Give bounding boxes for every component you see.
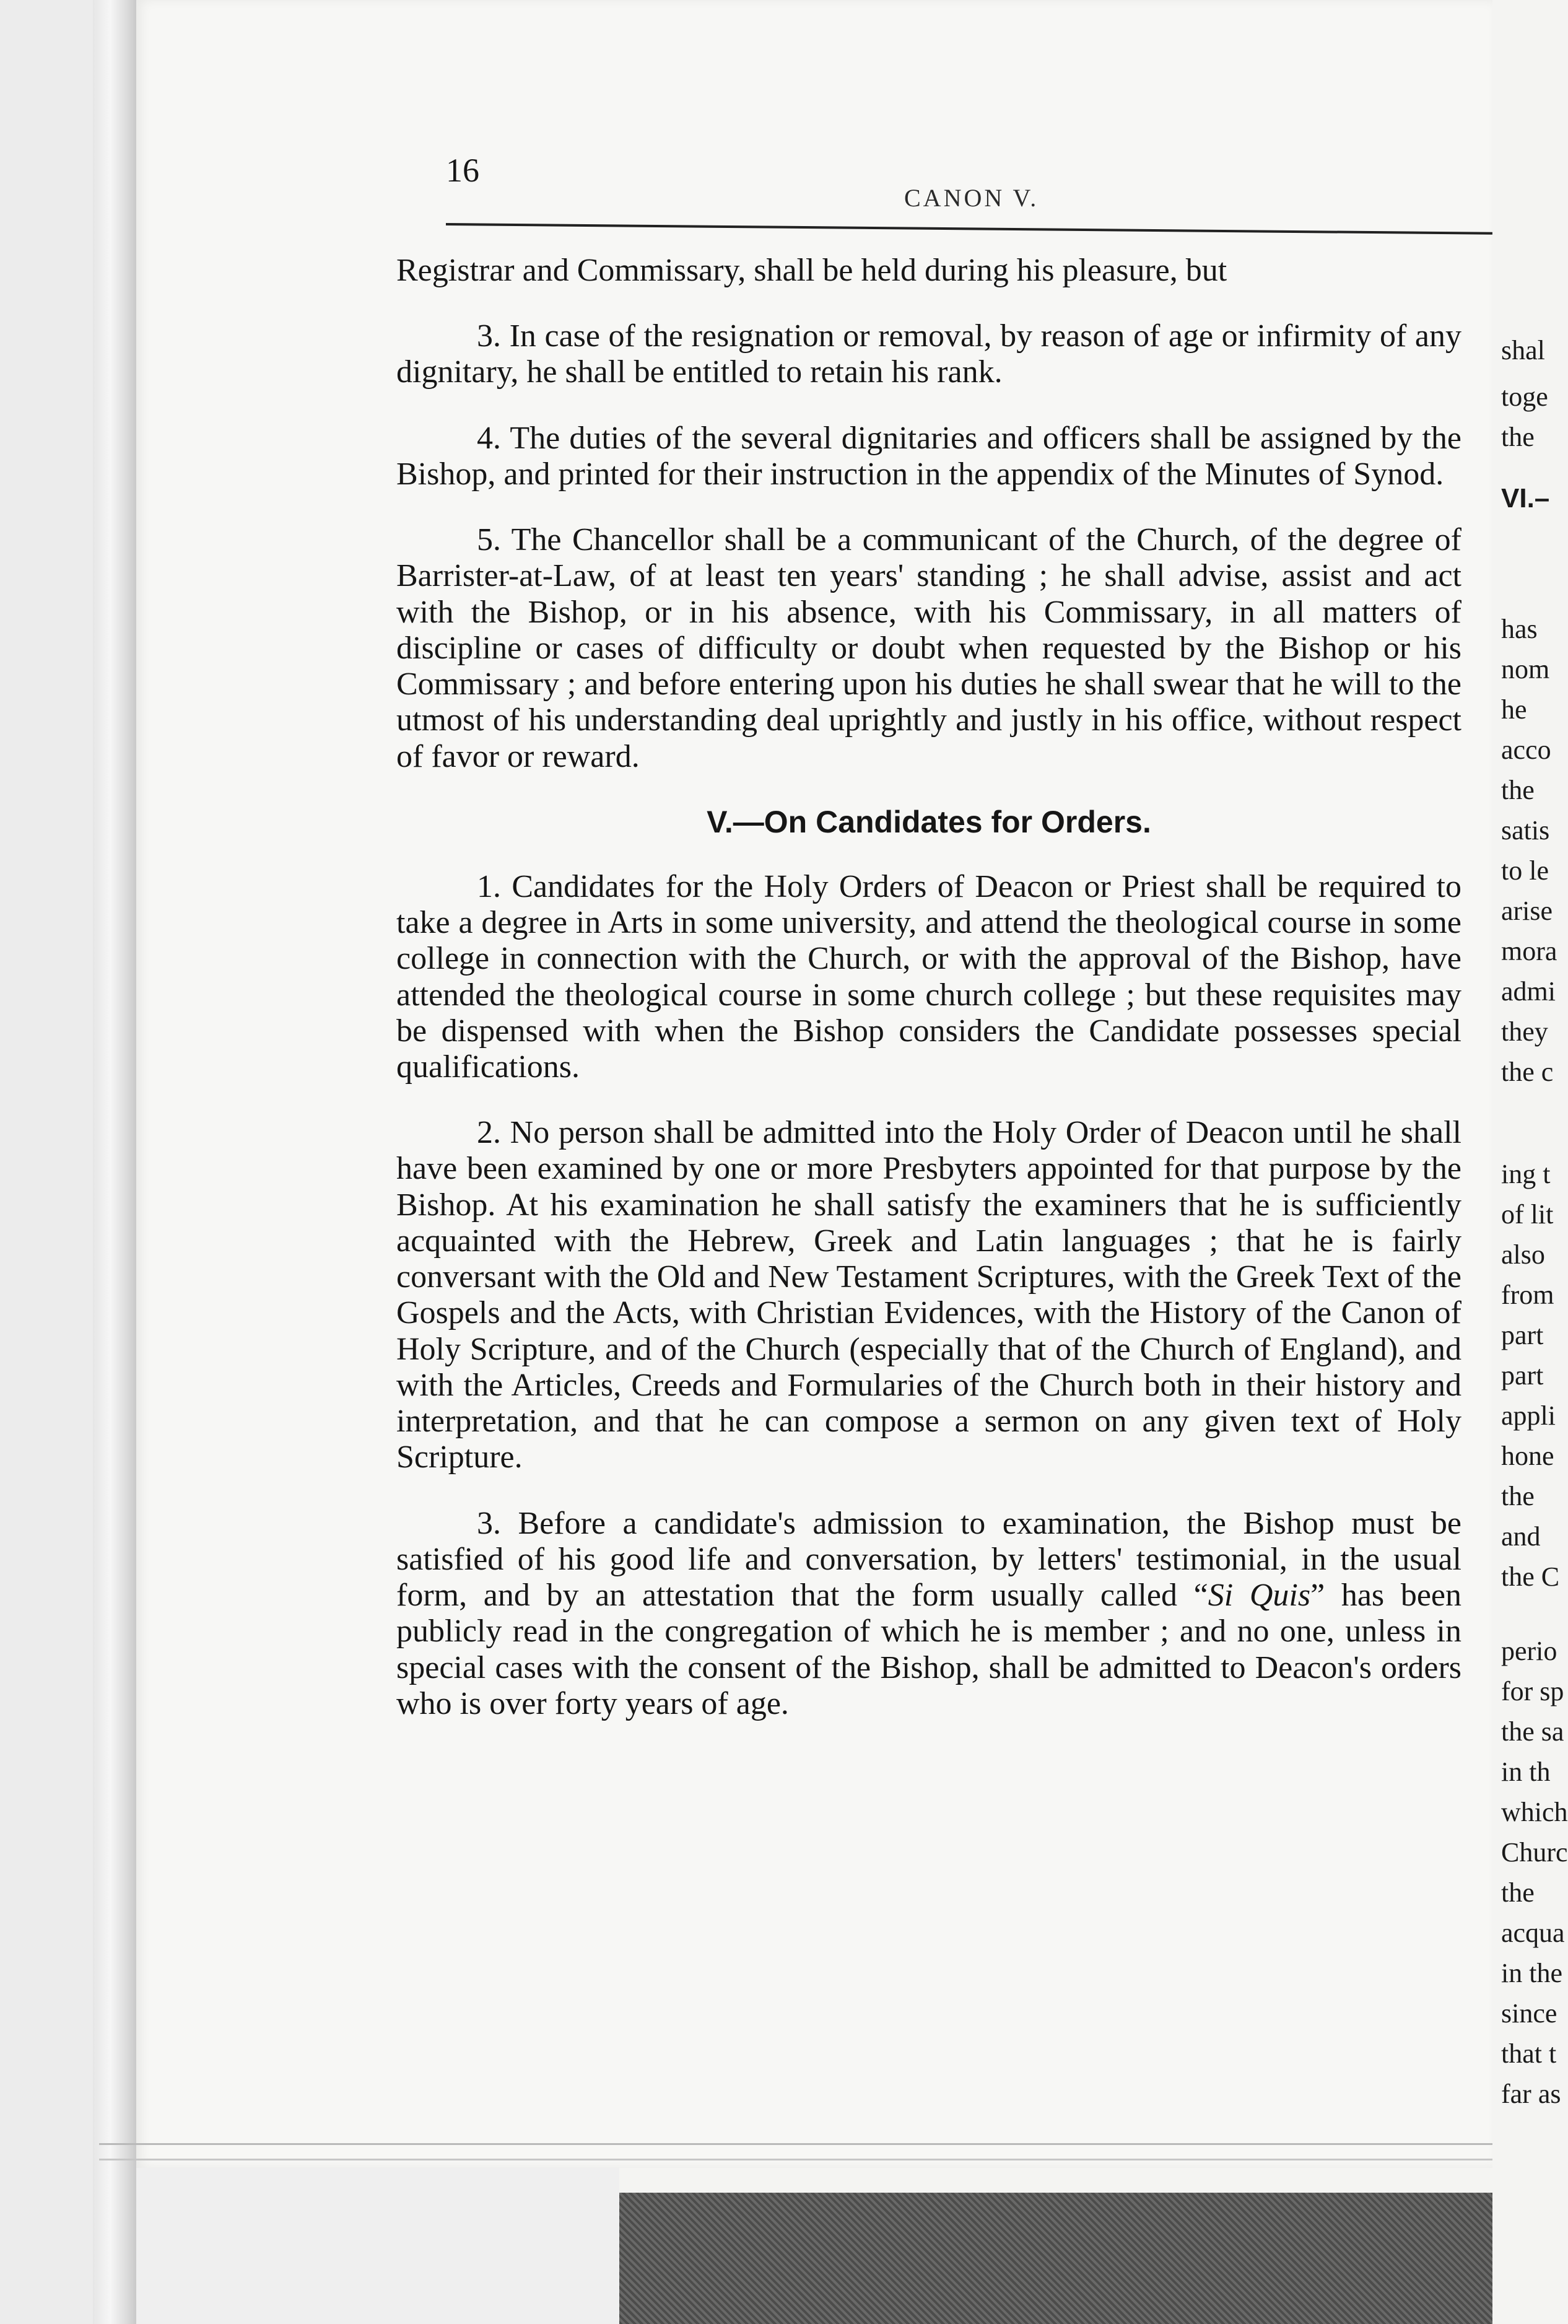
- book-cover-cloth: [619, 2193, 1517, 2324]
- paragraph-5: 5. The Chancellor shall be a communicant of the Church, of the degree of Barrister-at-Law, of at least ten years' standing ; he shall advise, assist and act with the Bishop, or in his absence, with his Commissary, in all matters of discipline or cases of difficulty or doubt when requested by the Bishop or his Commissary ; and before entering upon his duties he shall swear that he will to the utmost of his understanding deal uprightly and justly in his office, without respect of favor or reward.: [396, 522, 1461, 774]
- para3-text-after: ” has been publicly read in the congregation of which he is member ; and no one, unless in special cases with the consent of the Bishop, shall be admitted to Deacon's orders who is over forty years of age.: [396, 1578, 1461, 1721]
- section-paragraph-2: 2. No person shall be admitted into the Holy Order of Deacon until he shall have been examined by one or more Presbyters appointed for that purpose by the Bishop. At his examination he shall satisfy the examiners that he is sufficiently acquainted with the Hebrew, Greek and Latin languages ; that he is fairly conversant with the Old and New Testament Scriptures, with the Greek Text of the Gospels and the Acts, with Christian Evidences, with the History of the Canon of Holy Scripture, and of the Church (especially that of the Church of England), and with the Articles, Creeds and Formularies of the Church both in their history and interpretation, and that he can compose a sermon on any given text of Holy Scripture.: [396, 1115, 1461, 1475]
- page-text: [396, 253, 1461, 1752]
- adjacent-page-fragment: from: [1501, 1280, 1554, 1310]
- adjacent-page-fragment: appli: [1501, 1400, 1556, 1431]
- adjacent-page-fragment: shal: [1501, 335, 1545, 365]
- adjacent-page-fragment: far as: [1501, 2079, 1561, 2109]
- adjacent-page-fragment: the C: [1501, 1562, 1560, 1592]
- adjacent-page-fragment: that t: [1501, 2038, 1557, 2069]
- scan-bottom: [136, 2168, 619, 2324]
- adjacent-page-fragment: also: [1501, 1239, 1545, 1270]
- adjacent-page-fragment: the sa: [1501, 1716, 1564, 1747]
- paragraph-4: 4. The duties of the several dignitaries and officers shall be assigned by the Bishop, and printed for their instruction in the appendix of the Minutes of Synod.: [396, 420, 1461, 492]
- paragraph-3: 3. In case of the resignation or removal, by reason of age or infirmity of any dignitary, he shall be entitled to retain his rank.: [396, 318, 1461, 390]
- adjacent-page-fragment: nom: [1501, 654, 1550, 684]
- adjacent-page-fragment: acco: [1501, 735, 1551, 765]
- adjacent-page-fragment: perio: [1501, 1636, 1557, 1666]
- adjacent-page-fragment: he: [1501, 694, 1527, 725]
- si-quis-italic: Si Quis: [1208, 1578, 1311, 1614]
- adjacent-page-fragment: Churc: [1501, 1837, 1568, 1868]
- adjacent-page-fragment: the: [1501, 1481, 1535, 1511]
- adjacent-page-fragment: the: [1501, 775, 1535, 805]
- adjacent-page-fragment: to le: [1501, 855, 1549, 886]
- adjacent-page-fragment: the: [1501, 1877, 1535, 1908]
- adjacent-page-fragment: the: [1501, 422, 1535, 452]
- adjacent-page-fragment: hone: [1501, 1441, 1554, 1471]
- adjacent-page-fragment: has: [1501, 614, 1538, 644]
- adjacent-page-fragment: of lit: [1501, 1199, 1554, 1230]
- section-paragraph-1: 1. Candidates for the Holy Orders of Deacon or Priest shall be required to take a degree in Arts in some university, and attend the theological course in some college in connection with the Church, or with the approval of the Bishop, have attended the theological course in some church college ; but these requisites may be dispensed with when the Bishop considers the Candidate possesses special qualifications.: [396, 868, 1461, 1085]
- para3-text-before: 3. Before a candidate's admission to examination, the Bishop must be satisfied of his good life and conversation, by letters' testimonial, in the usual form, and by an attestation that the form usually called “: [396, 1505, 1461, 1614]
- adjacent-page-fragment: satis: [1501, 815, 1550, 845]
- adjacent-page-fragment: arise: [1501, 896, 1553, 926]
- adjacent-page-fragment: since: [1501, 1998, 1557, 2029]
- adjacent-page-fragment: in th: [1501, 1757, 1551, 1787]
- adjacent-page-fragment: admi: [1501, 976, 1556, 1007]
- section-paragraph-3: [396, 1506, 1461, 1722]
- adjacent-page-fragment: which: [1501, 1797, 1568, 1827]
- paragraph-continuation: Registrar and Commissary, shall be held during his pleasure, but: [396, 253, 1227, 288]
- adjacent-page-fragment: toge: [1501, 382, 1548, 412]
- adjacent-page-fragment: acqua: [1501, 1918, 1565, 1948]
- adjacent-page-fragment: VI.–: [1501, 483, 1550, 513]
- adjacent-page-fragment: and: [1501, 1521, 1541, 1552]
- adjacent-page-fragment: part: [1501, 1320, 1544, 1350]
- adjacent-page-fragment: for sp: [1501, 1676, 1564, 1706]
- adjacent-page-fragment: they: [1501, 1016, 1548, 1047]
- adjacent-page-fragment: in the: [1501, 1958, 1562, 1988]
- adjacent-page-fragment: part: [1501, 1360, 1544, 1391]
- adjacent-page: [1492, 0, 1568, 2324]
- book-gutter: [93, 0, 136, 2324]
- running-head: CANON V.: [904, 184, 1039, 212]
- adjacent-page-fragment: ing t: [1501, 1159, 1551, 1189]
- section-heading: V.—On Candidates for Orders.: [707, 804, 1151, 839]
- scan-background: [0, 0, 93, 2324]
- adjacent-page-fragment: the c: [1501, 1057, 1554, 1087]
- page-number: 16: [446, 152, 479, 189]
- adjacent-page-fragment: mora: [1501, 936, 1557, 966]
- page-edge: [99, 2143, 1499, 2160]
